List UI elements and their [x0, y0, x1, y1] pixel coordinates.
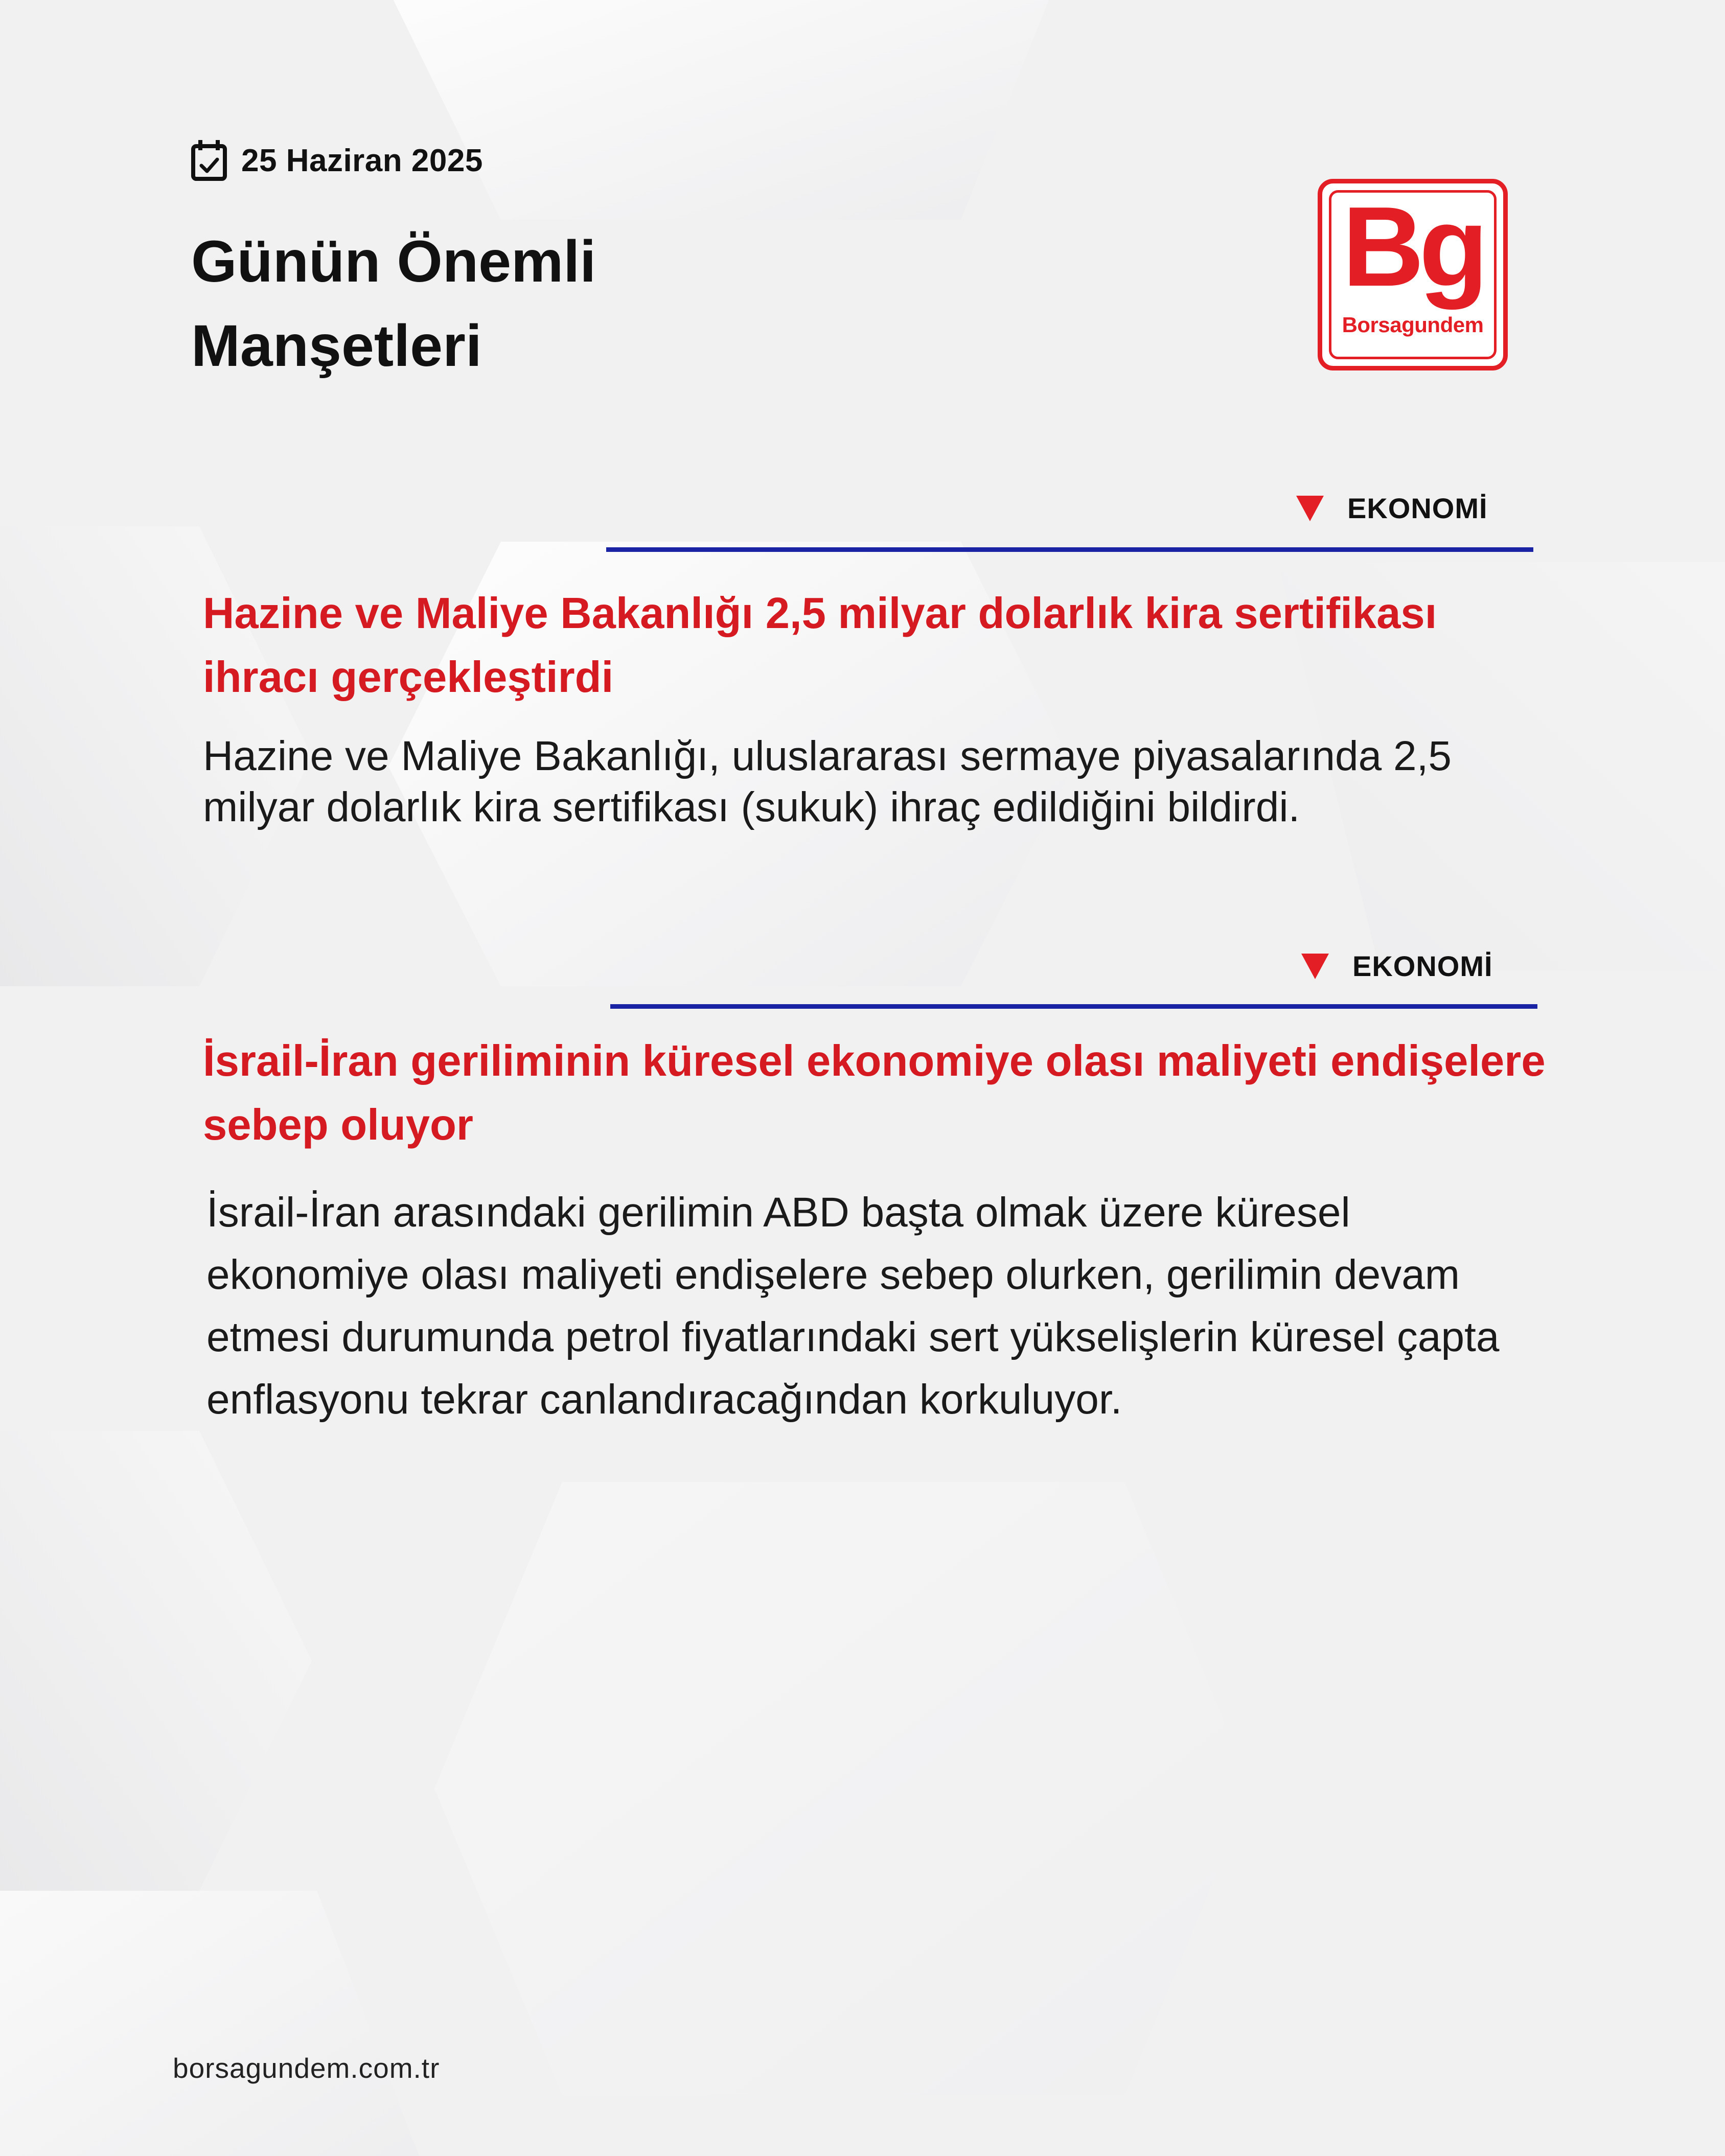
news-headline[interactable]: İsrail-İran geriliminin küresel ekonomiye olası maliyeti endişelere sebep oluyor — [203, 1037, 1546, 1149]
section-divider — [610, 1004, 1537, 1009]
category-label: EKONOMİ — [1347, 492, 1488, 524]
triangle-down-icon — [1301, 954, 1329, 979]
page-title: Günün Önemli Manşetleri — [191, 229, 596, 379]
news-summary: Hazine ve Maliye Bakanlığı, uluslararası sermaye piyasalarında 2,5 milyar dolarlık kira sertifikası (sukuk) ihraç edildiğini bildirdi. — [203, 733, 1452, 830]
category-label: EKONOMİ — [1352, 950, 1493, 982]
date-label: 25 Haziran 2025 — [241, 143, 483, 178]
logo-wordmark: Borsagundem — [1342, 313, 1484, 337]
section-divider — [606, 547, 1533, 552]
category-tag — [1296, 492, 1488, 525]
footer-url[interactable]: borsagundem.com.tr — [173, 2052, 440, 2084]
date-row — [190, 139, 483, 182]
news-summary: İsrail-İran arasındaki gerilimin ABD başta olmak üzere küresel ekonomiye olası maliyeti endişelere sebep olurken, gerilimin devam etmesi durumunda petrol fiyatlarındaki sert yükselişlerin küresel çapta enflasyonu tekrar canlandıracağından korkuluyor. — [206, 1189, 1500, 1423]
logo-letters: Bg — [1342, 183, 1483, 310]
triangle-down-icon — [1296, 496, 1324, 521]
category-tag — [1301, 949, 1493, 983]
borsagundem-logo — [1318, 179, 1508, 370]
calendar-check-icon — [190, 139, 228, 182]
news-headline[interactable]: Hazine ve Maliye Bakanlığı 2,5 milyar dolarlık kira sertifikası ihracı gerçekleştirdi — [203, 589, 1437, 702]
